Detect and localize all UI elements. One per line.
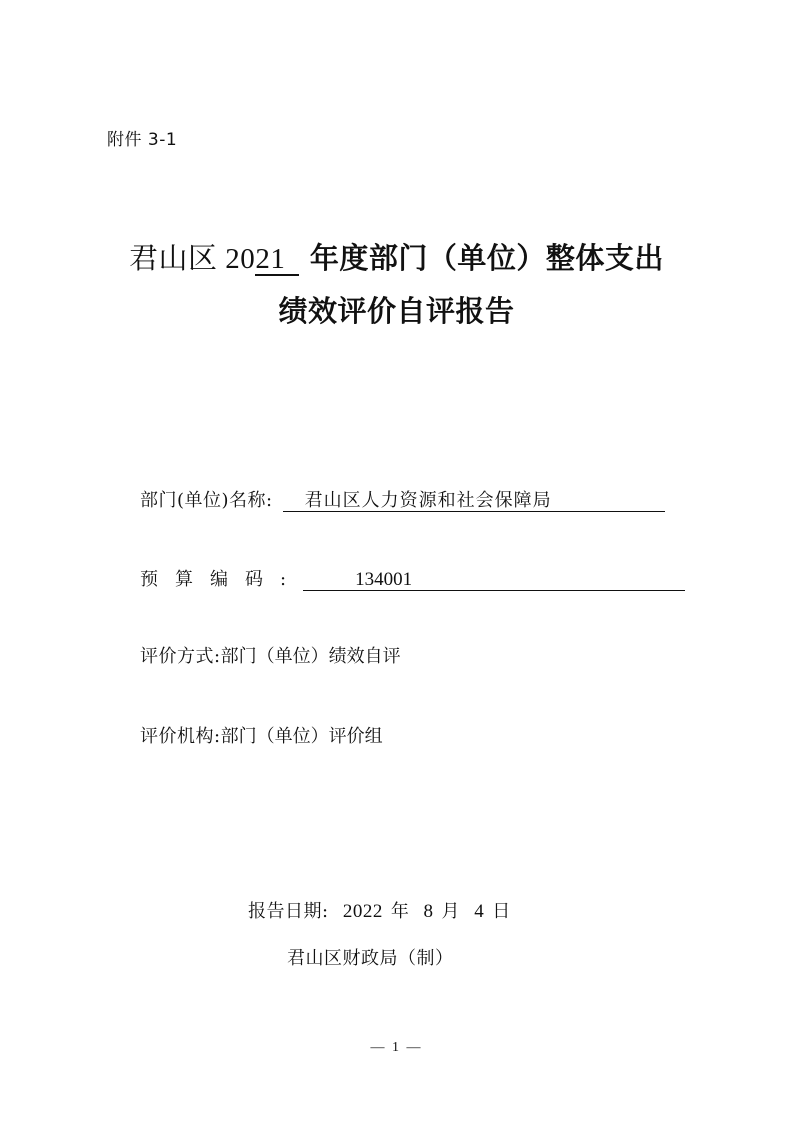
title-prefix: 君山区 20 — [129, 243, 256, 275]
issuer-label: 君山区财政局（制） — [287, 948, 454, 969]
eval-org-value: 部门（单位）评价组 — [220, 726, 383, 747]
budget-code-label: 预算编码: — [140, 569, 304, 590]
report-date-year: 2022 — [342, 901, 383, 922]
eval-method-label: 评价方式: — [140, 646, 221, 667]
title-suffix: 年度部门（单位）整体支出 — [309, 241, 664, 275]
report-date-day-unit: 日 — [492, 901, 511, 922]
report-title-line1 — [0, 236, 793, 277]
budget-code-field — [140, 565, 685, 591]
eval-org-field — [140, 722, 383, 748]
report-date-year-unit: 年 — [390, 901, 410, 922]
report-date-month-unit: 月 — [441, 901, 461, 922]
budget-code-value: 134001 — [303, 569, 685, 591]
report-date-day: 4 — [474, 901, 485, 922]
eval-org-label: 评价机构: — [140, 726, 221, 747]
eval-method-value: 部门（单位）绩效自评 — [220, 646, 401, 667]
unit-name-label: 部门(单位)名称: — [140, 490, 273, 511]
report-date-label: 报告日期: — [248, 901, 329, 922]
page-number: — 1 — — [370, 1040, 423, 1055]
unit-name-value: 君山区人力资源和社会保障局 — [283, 490, 665, 512]
title-year-fill: 21 — [255, 244, 299, 276]
unit-name-field — [140, 486, 665, 512]
attachment-label: 附件 3-1 — [107, 130, 178, 150]
eval-method-field — [140, 642, 401, 668]
report-title-line2: 绩效评价自评报告 — [278, 294, 515, 328]
report-date-month: 8 — [423, 901, 434, 922]
report-date — [248, 897, 511, 923]
